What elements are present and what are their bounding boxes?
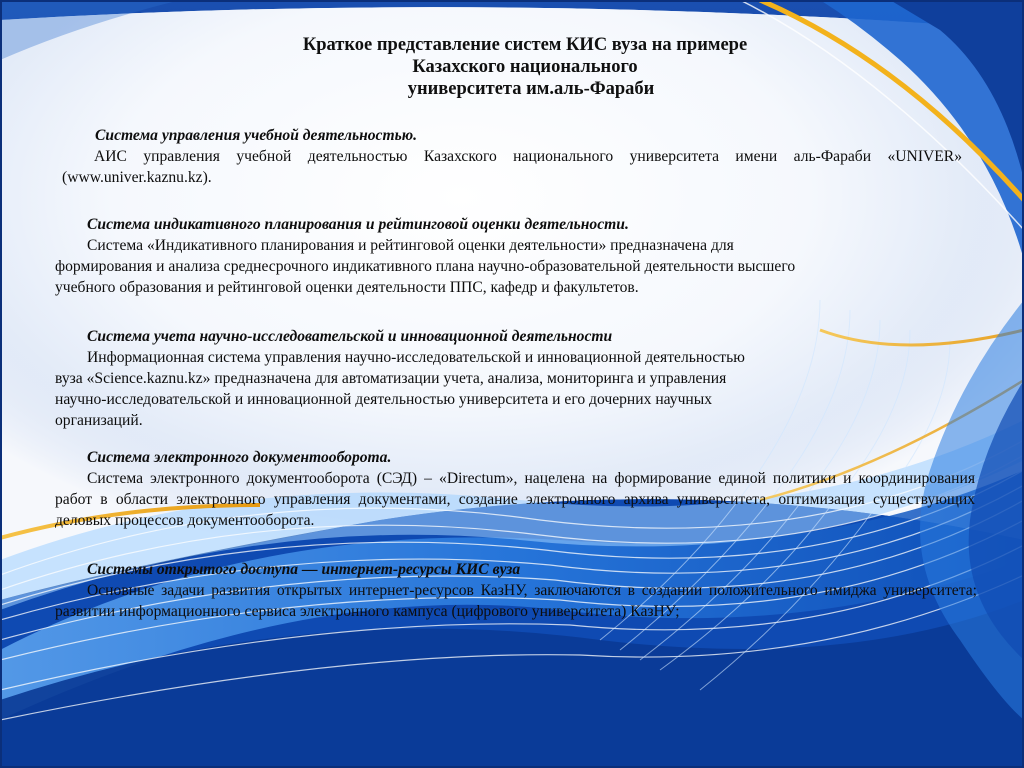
section-body: Система электронного документооборота (СЭД) – «Directum», нацелена на формирование единой политики и координирования работ в области электронного управления документами, создание электронного архива университета, оптимизация существующих деловых процессов документооборота. [55, 470, 975, 529]
section-body: Основные задачи развития открытых интернет-ресурсов КазНУ, заключаются в создании положительного имиджа университета; развитии информационного сервиса электронного кампуса (цифрового университета) КазНУ; [55, 582, 977, 620]
section-heading: Система учета научно-исследовательской и инновационной деятельности [87, 328, 613, 345]
title-line-2: Казахского национального [412, 57, 638, 77]
section-body-line: Система «Индикативного планирования и рейтинговой оценки деятельности» предназначена для [87, 237, 734, 254]
section-research-accounting [55, 326, 975, 431]
section-heading: Системы открытого доступа — интернет-ресурсы КИС вуза [87, 561, 521, 578]
section-body-line: научно-исследовательской и инновационной деятельностью университета и его дочерних научных [55, 391, 713, 408]
section-body: АИС управления учебной деятельностью Казахского национального университета имени аль-Фараби «UNIVER» (www.univer.kaznu.kz). [62, 148, 962, 186]
section-open-access [55, 559, 977, 622]
section-body-line: учебного образования и рейтинговой оценки деятельности ППС, кафедр и факультетов. [55, 279, 639, 296]
section-heading: Система индикативного планирования и рейтинговой оценки деятельности. [87, 216, 629, 233]
section-body-line: Информационная система управления научно-исследовательской и инновационной деятельностью [87, 349, 745, 366]
section-indicative-planning [55, 214, 975, 298]
title-line-1: Краткое представление систем КИС вуза на примере [302, 35, 748, 55]
section-heading: Система управления учебной деятельностью. [95, 127, 417, 144]
section-heading: Система электронного документооборота. [87, 449, 392, 466]
slide-title [200, 34, 850, 100]
section-body-line: формирования и анализа среднесрочного индикативного плана научно-образовательной деятельности высшего [55, 258, 796, 275]
section-body-line: организаций. [55, 412, 143, 429]
section-learning-management [62, 125, 962, 188]
section-body-line: вуза «Science.kaznu.kz» предназначена для автоматизации учета, анализа, мониторинга и управления [55, 370, 727, 387]
section-document-flow [55, 447, 975, 531]
title-line-3: университета им.аль-Фараби [407, 79, 655, 99]
